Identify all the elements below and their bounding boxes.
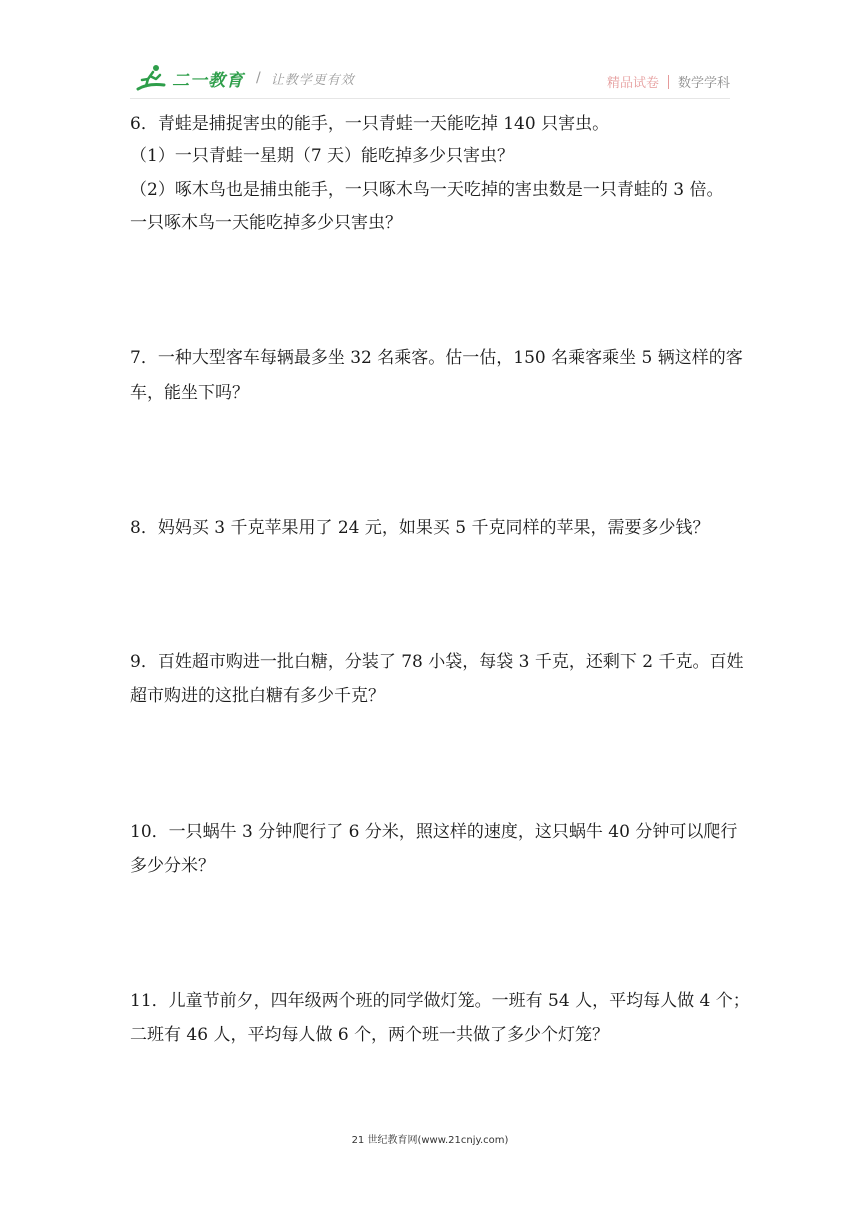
question-7-line-1: 7．一种大型客车每辆最多坐 32 名乘客。估一估，150 名乘客乘坐 5 辆这样的客 [130, 348, 743, 368]
header-divider [130, 98, 730, 99]
badge-premium: 精品试卷 [606, 76, 659, 91]
question-8-line-1: 8．妈妈买 3 千克苹果用了 24 元，如果买 5 千克同样的苹果，需要多少钱？ [130, 518, 710, 538]
logo-text: 二一教育 [172, 70, 244, 91]
question-6-line-4: 一只啄木鸟一天能吃掉多少只害虫？ [130, 213, 402, 233]
question-10-line-1: 10．一只蜗牛 3 分钟爬行了 6 分米，照这样的速度，这只蜗牛 40 分钟可以爬行 [130, 822, 738, 842]
question-6-line-2: （1）一只青蛙一星期（7 天）能吃掉多少只害虫？ [130, 146, 515, 166]
header-badges [607, 72, 730, 91]
badge-divider [668, 75, 669, 89]
page-footer: 21 世纪教育网(www.21cnjy.com) [351, 1135, 509, 1146]
question-11-line-2: 二班有 46 人，平均每人做 6 个，两个班一共做了多少个灯笼？ [130, 1025, 610, 1045]
question-6-line-3: （2）啄木鸟也是捕虫能手，一只啄木鸟一天吃掉的害虫数是一只青蛙的 3 倍。 [130, 180, 724, 200]
logo-slogan: 让教学更有效 [270, 72, 355, 88]
question-9-line-1: 9．百姓超市购进一批白糖，分装了 78 小袋，每袋 3 千克，还剩下 2 千克。百姓 [130, 652, 744, 672]
badge-subject: 数学学科 [677, 76, 730, 91]
page-header [0, 0, 860, 100]
question-7-line-2: 车，能坐下吗？ [130, 383, 249, 403]
question-9-line-2: 超市购进的这批白糖有多少千克？ [130, 686, 385, 706]
question-11-line-1: 11．儿童节前夕，四年级两个班的同学做灯笼。一班有 54 人，平均每人做 4 个； [130, 991, 750, 1011]
logo-separator: / [256, 70, 261, 86]
question-10-line-2: 多少分米？ [130, 856, 215, 876]
logo [134, 62, 355, 94]
running-man-logo-icon [134, 63, 170, 93]
question-6-line-1: 6．青蛙是捕捉害虫的能手，一只青蛙一天能吃掉 140 只害虫。 [130, 114, 610, 134]
